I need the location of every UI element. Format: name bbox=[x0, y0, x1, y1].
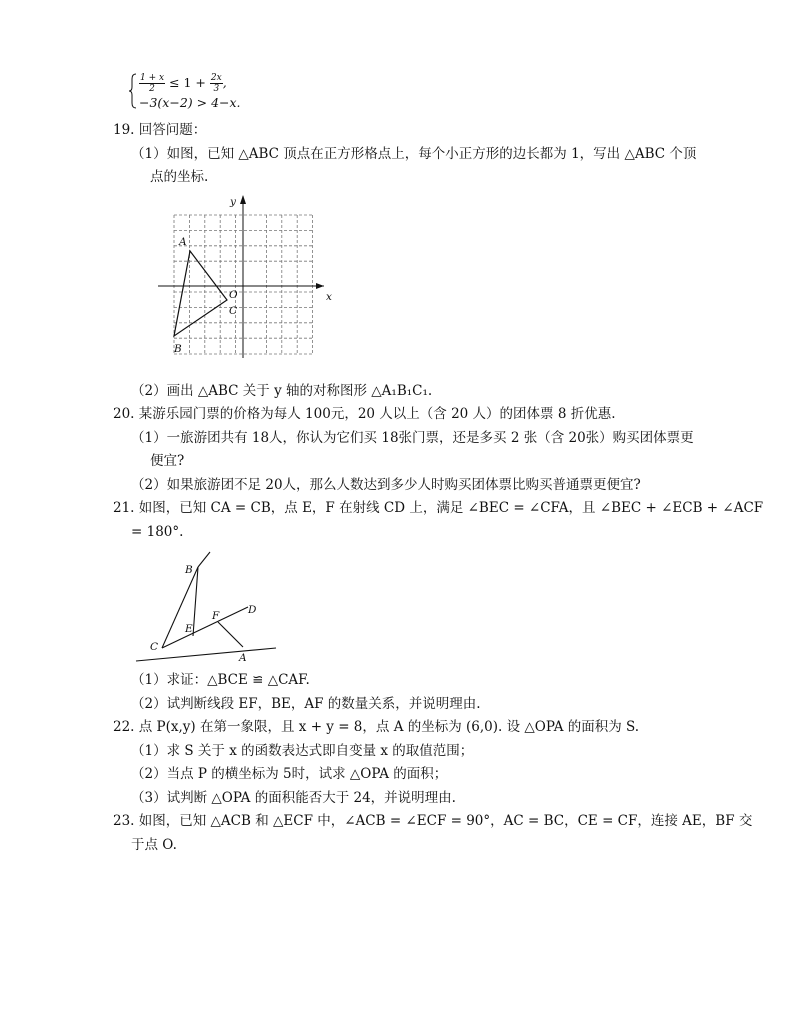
y-axis-arrow bbox=[240, 195, 246, 204]
label-y: y bbox=[230, 196, 236, 208]
q23-line2: 于点 O. bbox=[131, 837, 177, 853]
q19-grid-figure bbox=[152, 190, 342, 360]
label-a: A bbox=[239, 652, 247, 664]
system-row-2: −3(x−2) > 4−x. bbox=[139, 95, 241, 110]
system-row-1: $\frac{1 + x}{2}$ ≤ 1 + $\frac{2x}{3}$ , bbox=[140, 73, 227, 94]
label-c: C bbox=[150, 641, 159, 653]
q19-heading: 19. 回答问题： bbox=[113, 122, 207, 138]
line-through-b bbox=[198, 552, 210, 567]
q19-part2: （2）画出 △ABC 关于 y 轴的对称图形 △A₁B₁C₁. bbox=[131, 383, 433, 399]
x-axis-arrow bbox=[316, 283, 324, 289]
q20-part1-line2: 便宜? bbox=[150, 453, 185, 469]
q21-line2: = 180°. bbox=[131, 524, 184, 540]
q23-line1: 23. 如图，已知 △ACB 和 △ECF 中，∠ACB = ∠ECF = 90°，AC = BC，CE = CF，连接 AE，BF 交 bbox=[113, 813, 753, 829]
label-c: C bbox=[229, 305, 238, 317]
q20-part2: （2）如果旅游团不足 20人，那么人数达到多少人时购买团体票比购买普通票更便宜? bbox=[131, 477, 641, 493]
q20-part1-line1: （1）一旅游团共有 18人，你认为它们买 18张门票，还是多买 2 张（含 20张）购买团体票更 bbox=[131, 430, 694, 446]
q22-part1: （1）求 S 关于 x 的函数表达式即自变量 x 的取值范围； bbox=[131, 743, 474, 759]
q22-part3: （3）试判断 △OPA 的面积能否大于 24，并说明理由. bbox=[131, 790, 456, 806]
q21-figure bbox=[130, 545, 290, 667]
fraction-2: $\frac{2x}{3}$ bbox=[210, 73, 222, 94]
q21-line1: 21. 如图，已知 CA = CB，点 E，F 在射线 CD 上，满足 ∠BEC = ∠CFA，且 ∠BEC + ∠ECB + ∠ACF bbox=[113, 500, 764, 516]
q19-part1-line1: （1）如图，已知 △ABC 顶点在正方形格点上，每个小正方形的边长都为 1，写出 △ABC 个顶 bbox=[131, 146, 697, 162]
q22-heading: 22. 点 P(x,y) 在第一象限，且 x + y = 8，点 A 的坐标为 (6,0). 设 △OPA 的面积为 S. bbox=[113, 719, 640, 735]
q22-part2: （2）当点 P 的横坐标为 5时，试求 △OPA 的面积； bbox=[131, 766, 448, 782]
q20-heading: 20. 某游乐园门票的价格为每人 100元，20 人以上（含 20 人）的团体票 8 折优惠. bbox=[113, 406, 616, 422]
label-o: O bbox=[229, 289, 238, 301]
label-x: x bbox=[326, 291, 332, 303]
label-e: E bbox=[185, 623, 193, 635]
q19-part1-line2: 点的坐标. bbox=[150, 169, 209, 185]
system-brace bbox=[128, 73, 138, 109]
fraction-1: $\frac{1 + x}{2}$ bbox=[140, 73, 165, 94]
label-b: B bbox=[174, 343, 182, 355]
segment-fa bbox=[218, 622, 243, 647]
label-a: A bbox=[179, 236, 187, 248]
q21-part1: （1）求证：△BCE ≌ △CAF. bbox=[131, 672, 310, 688]
label-f: F bbox=[212, 610, 220, 622]
label-b: B bbox=[185, 564, 193, 576]
label-d: D bbox=[248, 604, 257, 616]
triangle-abc bbox=[174, 251, 227, 336]
ray-cd bbox=[162, 607, 248, 648]
q21-part2: （2）试判断线段 EF，BE，AF 的数量关系，并说明理由. bbox=[131, 696, 481, 712]
